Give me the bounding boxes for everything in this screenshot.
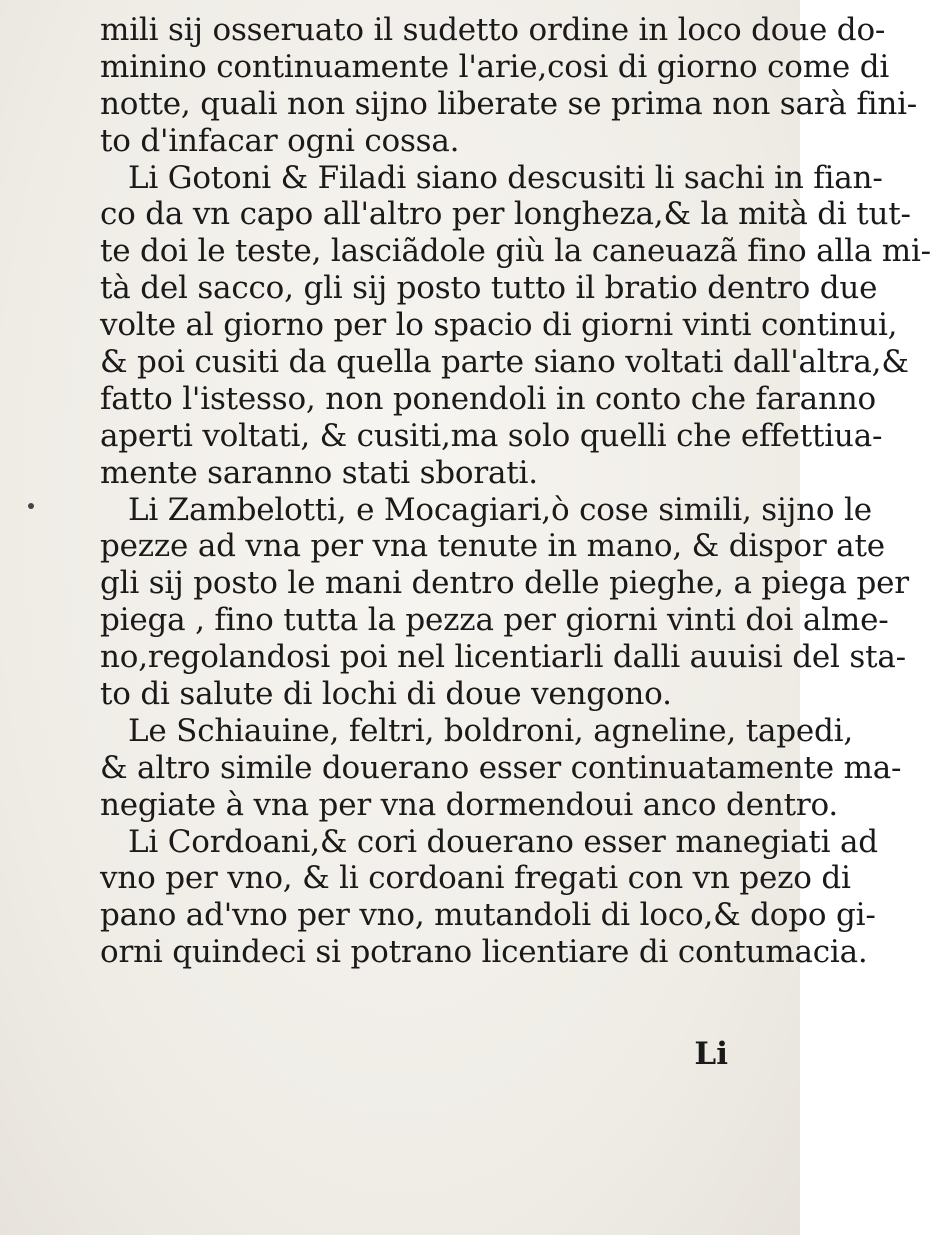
text-line: Li Zambelotti, e Mocagiari,ò cose simili, sijno le [128,491,872,528]
text-line: orni quindeci si potrano licentiare di contumacia. [100,934,868,971]
catchword: Li [694,1036,728,1072]
text-line: & altro simile douerano esser continuatamente ma- [100,749,902,786]
text-line: fatto l'istesso, non ponendoli in conto che faranno [100,380,876,417]
text-line: pezze ad vna per vna tenute in mano, & dispor ate [100,528,885,565]
text-line: to d'infacar ogni cossa. [100,122,460,159]
text-line: Li Cordoani,& cori douerano esser manegiati ad [128,823,878,860]
text-line: tà del sacco, gli sij posto tutto il bratio dentro due [100,270,878,307]
text-line: no,regolandosi poi nel licentiarli dalli auuisi del sta- [100,639,906,676]
text-line: aperti voltati, & cusiti,ma solo quelli che effettiua- [100,417,883,454]
text-line: gli sij posto le mani dentro delle pieghe, a piega per [100,565,909,602]
catchword-row [100,1036,790,1072]
text-line: piega , fino tutta la pezza per giorni vinti doi alme- [100,602,889,639]
body-text [100,12,931,971]
text-line: negiate à vna per vna dormendoui anco dentro. [100,786,839,823]
text-line: Le Schiauine, feltri, boldroni, agneline, tapedi, [128,712,854,749]
text-line: vno per vno, & li cordoani fregati con vn pezo di [100,860,851,897]
text-line: pano ad'vno per vno, mutandoli di loco,& dopo gi- [100,897,876,934]
text-line: mente saranno stati sborati. [100,454,538,491]
text-line: & poi cusiti da quella parte siano voltati dall'altra,& [100,344,909,381]
text-line: te doi le teste, lasciãdole giù la caneuazã fino alla mi- [100,233,931,270]
ink-speck [28,503,34,509]
text-line: Li Gotoni & Filadi siano descusiti li sachi in fian- [128,159,883,196]
text-line: notte, quali non sijno liberate se prima non sarà fini- [100,85,918,122]
text-line: to di salute di lochi di doue vengono. [100,676,672,713]
text-line: co da vn capo all'altro per longheza,& la mità di tut- [100,196,911,233]
text-line: minino continuamente l'arie,cosi di giorno come di [100,48,890,85]
text-line: mili sij osseruato il sudetto ordine in loco doue do- [100,12,886,48]
text-line: volte al giorno per lo spacio di giorni vinti continui, [100,307,898,344]
